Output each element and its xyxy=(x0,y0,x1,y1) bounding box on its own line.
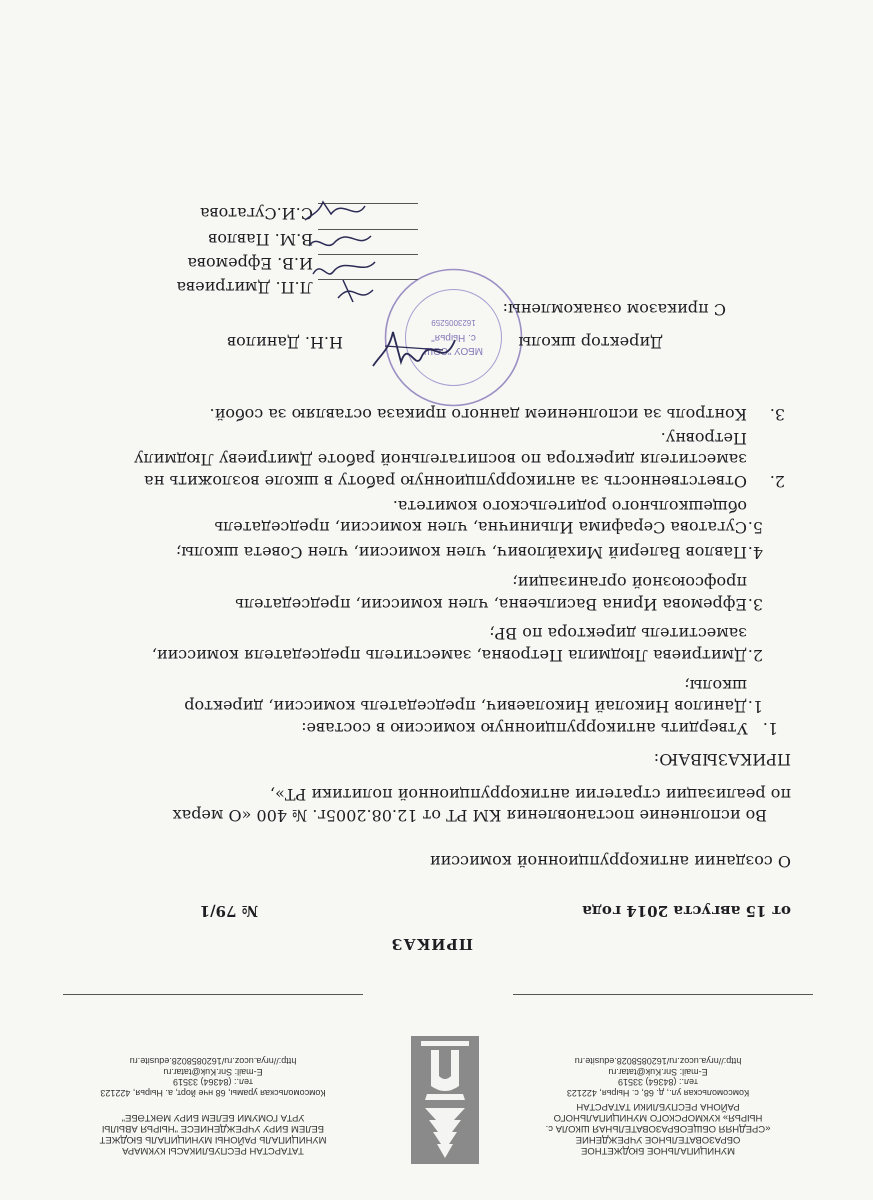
header-right-line: ТАТАРСТАН РЕСПУБЛИКАСЫ КУКМАРА xyxy=(122,1145,304,1156)
header-left-address: Комсомольская ул., д. 68, с. Нырья, 422123 xyxy=(566,1088,750,1098)
school-emblem-icon xyxy=(407,1030,483,1170)
header-right-email: E-mail: Snr.Kuk@tatar.ru xyxy=(163,1067,263,1077)
header-left-line: ОБРАЗОВАТЕЛЬНОЕ УЧРЕЖДЕНИЕ xyxy=(575,1134,741,1145)
header-right-rule xyxy=(63,994,363,995)
item-text: Павлов Валерий Михайлович, член комиссии, член Совета школы; xyxy=(175,543,747,562)
item-number: 1. xyxy=(747,697,763,716)
item-number: 2. xyxy=(747,646,763,665)
item-text: заместитель директора по ВР; xyxy=(489,624,747,643)
item-text: заместителя директора по воспитательной работе Дмитриеву Людмилу xyxy=(134,450,747,469)
item-number: 4. xyxy=(747,543,763,562)
acquaint-signatures-icon xyxy=(298,185,383,310)
item-text: общешкольного родительского комитета. xyxy=(392,497,747,516)
item-text: Ефремова Ирина Васильевна, член комиссии, председатель xyxy=(235,595,747,614)
acquaint-name: Л.П. Дмитриева xyxy=(176,278,313,297)
header-left-line: МУНИЦИПАЛЬНОЕ БЮДЖЕТНОЕ xyxy=(581,1145,735,1156)
header-right-phone: тел.: (84364) 33519 xyxy=(172,1077,254,1088)
acquaint-name: С.И.Сугатова xyxy=(200,204,313,223)
director-label: Директор школы xyxy=(518,333,663,352)
item-text: Дмитриева Людмила Петровна, заместитель председателя комиссии, xyxy=(151,646,747,665)
stamp-line: МБОУ "СОШ xyxy=(424,345,483,356)
item-text: школы; xyxy=(684,676,747,695)
item-number: 3. xyxy=(747,595,763,614)
item-text: Данилов Николай Николаевич, председатель комиссии, директор xyxy=(184,697,747,716)
item-number: 1. xyxy=(762,719,778,738)
order-word: ПРИКАЗЫВАЮ: xyxy=(653,750,791,769)
acquaint-name: В.М. Павлов xyxy=(208,230,313,249)
header-left-site: http://nrya.ucoz.ru/1620858028.edusite.ru xyxy=(574,1056,742,1067)
acquaint-name: И.В. Ефремова xyxy=(187,254,313,273)
doc-date: от 15 августа 2014 года xyxy=(582,902,791,920)
header-left-line: НЫРЬЯ» КУКМОРСКОГО МУНИЦИПАЛЬНОГО xyxy=(553,1112,763,1123)
item-text: Петровну. xyxy=(660,429,747,448)
header-right-line: МУНИЦИПАЛЬ РАЙОНЫ МУНИЦИПАЛЬ БЮДЖЕТ xyxy=(99,1134,327,1145)
header-left-line: «СРЕДНЯЯ ОБЩЕОБРАЗОВАТЕЛЬНАЯ ШКОЛА с. xyxy=(545,1123,771,1134)
item-text: Сугатова Серафима Ильинична, член комиссии, председатель xyxy=(214,518,747,537)
item-text: Ответственность за антикоррупционную работу в школе возложить на xyxy=(144,472,747,491)
item-text: профсоюзной организации; xyxy=(512,573,747,592)
acquaint-label: С приказом ознакомлены: xyxy=(502,300,726,319)
director-name: Н.Н. Данилов xyxy=(227,333,343,352)
header-left-email: E-mail: Snr.Kuk@tatar.ru xyxy=(608,1067,708,1077)
preamble-line-1: Во исполнение постановления КМ РТ от 12.08.2005г. № 400 «О мерах xyxy=(172,806,767,825)
director-signature-icon xyxy=(368,325,463,380)
preamble-line-2: по реализации стратегии антикоррупционной политики РТ», xyxy=(269,785,791,804)
doc-title: ПРИКАЗ xyxy=(390,935,473,953)
item-number: 3. xyxy=(769,405,785,424)
header-left xyxy=(513,1056,803,1156)
doc-number: № 79/1 xyxy=(199,902,258,920)
header-left-rule xyxy=(513,994,813,995)
header-right-site: http://nrya.ucoz.ru/1620858028.edusite.ru xyxy=(129,1056,297,1067)
item-number: 2. xyxy=(769,472,785,491)
header-right xyxy=(63,1056,363,1156)
item-text: Контроль за исполнением данного приказа оставляю за собой. xyxy=(209,405,747,424)
doc-subject: О создании антикоррупционной комиссии xyxy=(429,852,791,871)
stamp-line: с. Нырья" xyxy=(431,332,476,343)
header-right-line: УРТА ГОМУМИ БЕЛЕМ БИРУ МӘКТӘБЕ" xyxy=(121,1112,305,1123)
header-right-address: Комсомольская урамы, 68 нче йорт, а. Нырья, 422123 xyxy=(100,1088,326,1098)
header-left-line: РАЙОНА РЕСПУБЛИКИ ТАТАРСТАН xyxy=(576,1101,740,1112)
stamp-line: 1623005259 xyxy=(431,318,476,327)
item-text: Утвердить антикоррупционную комиссию в составе: xyxy=(301,719,748,738)
header-right-line: БЕЛЕМ БИРУ УЧРЕЖДЕНИЕСЕ "НЫРЬЯ АВЫЛЫ xyxy=(101,1123,325,1134)
item-number: 5. xyxy=(747,518,763,537)
header-left-phone: тел.: (84364) 33519 xyxy=(617,1077,699,1088)
